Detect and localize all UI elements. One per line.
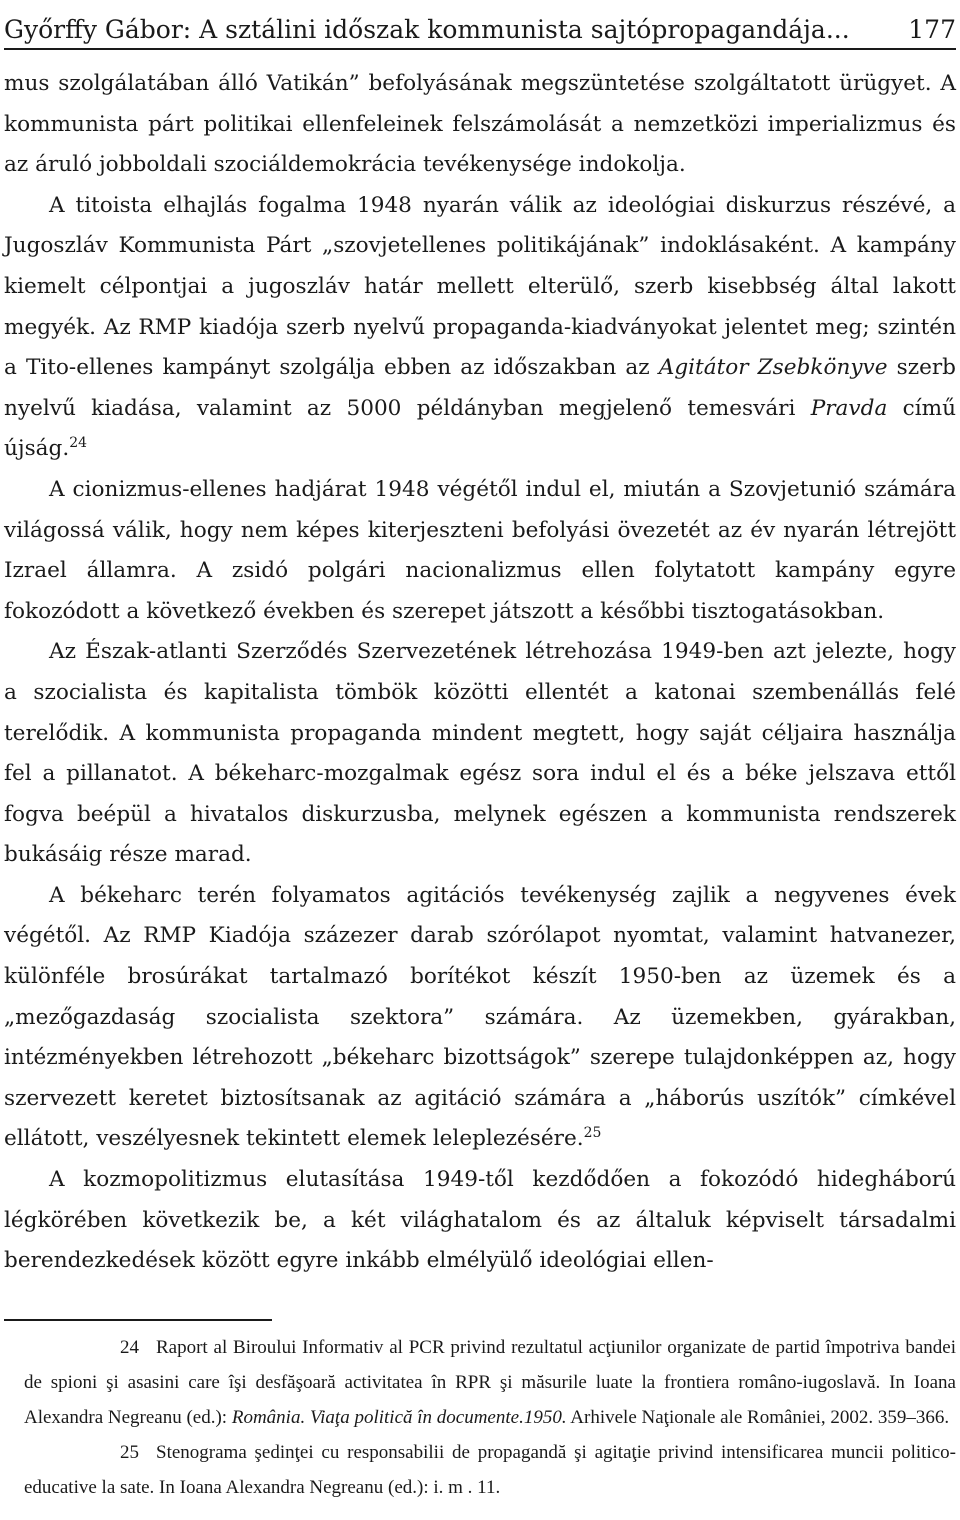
footnote-text: Stenograma şedinţei cu responsabilii de propagandă şi agitaţie privind intensificarea muncii politico-educative la sate. In Ioana Alexandra Negreanu (ed.): i. m . 11. bbox=[24, 1442, 956, 1498]
page-number: 177 bbox=[908, 15, 956, 44]
paragraph: Az Észak-atlanti Szerződés Szervezetének létrehozása 1949-ben azt jelezte, hogy a szocialista és kapitalista tömbök közötti ellentét a katonai szembenállás felé terelődik. A kommunista propaganda mindent megtett, hogy saját céljaira használja fel a pillanatot. A békeharc-mozgalmak egész sora indul el és a béke jelszava ettől fogva beépül a hivatalos diskurzusba, melynek egészen a kommunista rendszerek bukásáig része marad. bbox=[4, 639, 956, 868]
footnote-rule bbox=[4, 1319, 272, 1321]
footnote-text: Arhivele Naţionale ale României, 2002. 359–366. bbox=[566, 1407, 950, 1428]
paragraph: A kozmopolitizmus elutasítása 1949-től kezdődően a fokozódó hidegháború légkörében következik be, a két világhatalom és az általuk képviselt társadalmi berendezkedések között egyre inkább elmélyülő ideológiai ellen- bbox=[4, 1167, 956, 1274]
running-title: Győrffy Gábor: A sztálini időszak kommunista sajtópropagandája... bbox=[4, 15, 850, 44]
footnote-ref: 25 bbox=[583, 1125, 602, 1142]
footnote-italic: România. Viaţa politică în documente.1950. bbox=[231, 1407, 567, 1428]
footnote bbox=[24, 1435, 956, 1505]
footnote-number: 24 bbox=[120, 1337, 139, 1358]
footnote-number: 25 bbox=[120, 1442, 139, 1463]
italic-title: Pravda bbox=[810, 395, 888, 421]
text-run: A titoista elhajlás fogalma 1948 nyarán válik az ideológiai diskurzus részévé, a Jugoszláv Kommunista Párt „szovjetellenes politikájának” indoklásaként. A kampány kiemelt célpontjai a jugoszláv határ mellett elterülő, szerb kisebbség által lakott megyék. Az RMP kiadója szerb nyelvű propaganda-kiadványokat jelentet meg; szintén a Tito-ellenes kampányt szolgálja ebben az időszakban az bbox=[4, 192, 956, 381]
paragraph bbox=[4, 876, 956, 1160]
footnotes bbox=[24, 1330, 956, 1505]
running-header bbox=[4, 0, 956, 50]
italic-title: Agitátor Zsebkönyve bbox=[658, 355, 888, 381]
paragraph: A cionizmus-ellenes hadjárat 1948 végétől indul el, miután a Szovjetunió számára világossá válik, hogy nem képes kiterjeszteni befolyási övezetét az év nyarán létrejött Izrael államra. A zsidó polgári nacionalizmus ellen folytatott kampány egyre fokozódott a következő években és szerepet játszott a későbbi tisztogatásokban. bbox=[4, 476, 956, 624]
footnote bbox=[24, 1330, 956, 1435]
text-run: című újság. bbox=[4, 395, 956, 462]
text-run: szerb nyelvű kiadása, valamint az 5000 példányban megjelenő temesvári bbox=[4, 355, 956, 421]
paragraph bbox=[4, 186, 956, 470]
text-run: A békeharc terén folyamatos agitációs tevékenység zajlik a negyvenes évek végétől. Az RMP Kiadója százezer darab szórólapot nyomtat, valamint hatvanezer, különféle brosúrákat tartalmazó borítékot készít 1950-ben az üzemek és a „mezőgazdaság szocialista szektora” számára. Az üzemekben, gyárakban, intézményekben létrehozott „békeharc bizottságok” szerepe tulajdonképpen az, hogy szervezett keretet biztosítsanak az agitáció számára a „háborús uszítók” címkével ellátott, veszélyesnek tekintett elemek leleplezésére. bbox=[4, 882, 956, 1152]
footnote-ref: 24 bbox=[69, 435, 88, 452]
main-text bbox=[4, 64, 956, 1282]
footnote-text: Raport al Biroului Informativ al PCR privind rezultatul acţiunilor organizate de partid împotriva bandei de spioni şi asasini care îşi desfăşoară activitatea în RPR şi măsurile luate la frontiera româno-iugoslavă. In Ioana Alexandra Negreanu (ed.): bbox=[24, 1337, 956, 1428]
paragraph: mus szolgálatában álló Vatikán” befolyásának megszüntetése szolgáltatott ürügyet. A kommunista párt politikai ellenfeleinek felszámolását a nemzetközi imperializmus és az áruló jobboldali szociáldemokrácia tevékenysége indokolja. bbox=[4, 71, 956, 178]
